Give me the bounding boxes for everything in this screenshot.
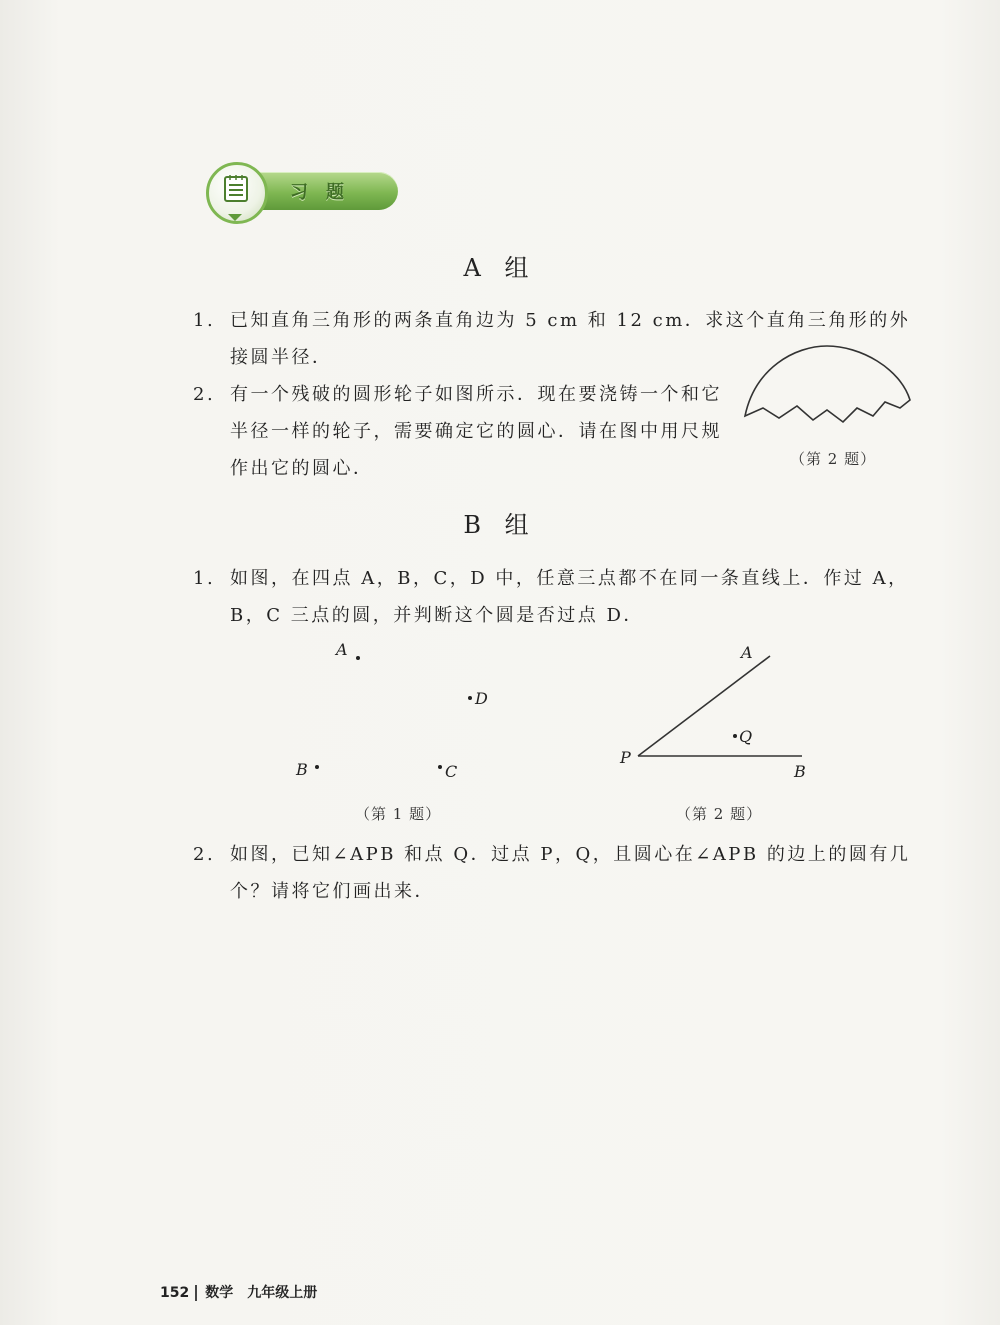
group-b-heading: B 组 [463, 511, 537, 539]
footer-book: 九年级上册 [247, 1285, 318, 1301]
point-label-angle-a: A [741, 643, 753, 662]
exercise-header-badge [190, 168, 400, 218]
broken-wheel-figure [735, 338, 920, 428]
problem-text: 如图，在四点 A，B，C，D 中，任意三点都不在同一条直线上．作过 A，B，C 三点的圆，并判断这个圆是否过点 D． [230, 568, 909, 626]
problem-number: 1. [193, 310, 216, 331]
notepad-icon [220, 174, 252, 204]
badge-title: 习题 [290, 182, 362, 203]
group-a-problem-2 [193, 376, 728, 487]
point-label-q: Q [739, 727, 753, 746]
footer-separator [195, 1285, 197, 1301]
problem-text: 有一个残破的圆形轮子如图所示．现在要浇铸一个和它半径一样的轮子，需要确定它的圆心．请在图中用尺规作出它的圆心． [230, 384, 722, 479]
point-label-p: P [620, 748, 631, 767]
point-label-d: D [475, 689, 488, 708]
figure-caption-b1: （第 1 题） [355, 805, 442, 823]
point-b-dot [315, 765, 319, 769]
point-a-dot [356, 656, 360, 660]
problem-text: 已知直角三角形的两条直角边为 5 cm 和 12 cm．求这个直角三角形的外接圆半径． [230, 310, 911, 368]
group-b-problem-1 [193, 560, 918, 634]
point-q-dot [733, 734, 737, 738]
problem-number: 2. [193, 384, 216, 405]
figure-caption-b2: （第 2 题） [676, 805, 763, 823]
point-label-a: A [336, 640, 348, 659]
problem-text: 如图，已知∠APB 和点 Q．过点 P，Q，且圆心在∠APB 的边上的圆有几个？请将它们画出来． [230, 844, 911, 902]
page-footer [160, 1282, 331, 1302]
problem-number: 2. [193, 844, 216, 865]
point-label-angle-b: B [794, 762, 806, 781]
point-label-b: B [296, 760, 308, 779]
angle-apb-figure [630, 650, 810, 765]
footer-subject: 数学 [205, 1285, 234, 1301]
page-number: 152 [160, 1285, 190, 1301]
group-a-heading: A 组 [463, 254, 537, 282]
point-c-dot [438, 765, 442, 769]
figure-caption-a2: （第 2 题） [790, 450, 877, 468]
problem-number: 1. [193, 568, 216, 589]
badge-arrow [228, 214, 242, 221]
point-label-c: C [445, 762, 458, 781]
point-d-dot [468, 696, 472, 700]
group-b-problem-2 [193, 836, 918, 910]
